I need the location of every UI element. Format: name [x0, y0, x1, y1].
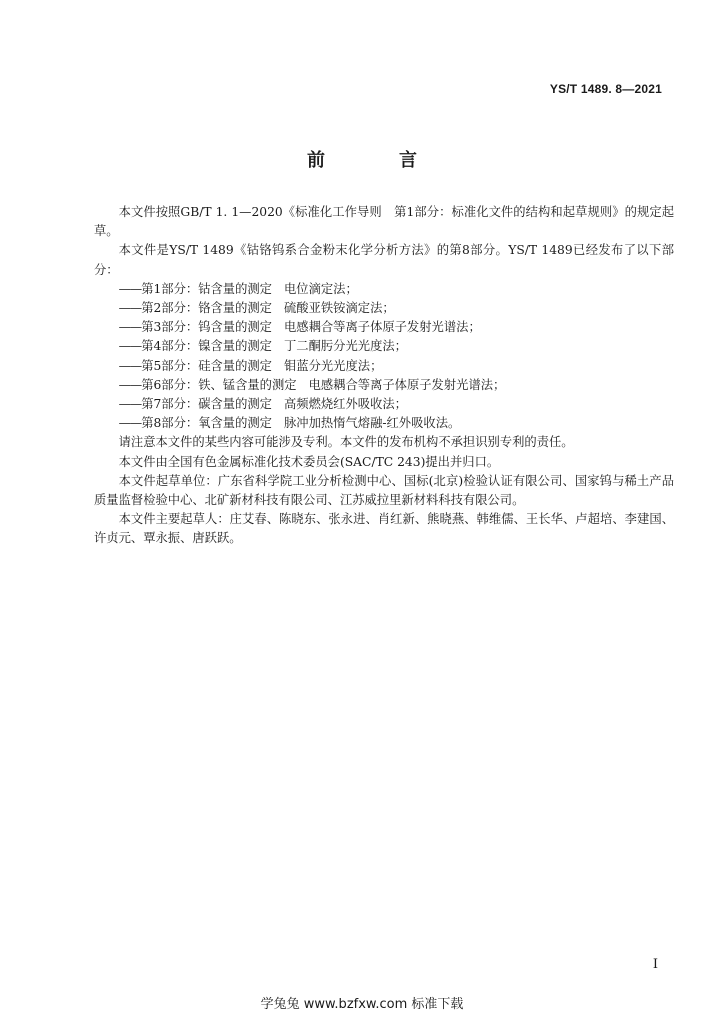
list-dash: ——: [118, 358, 142, 373]
list-item: [94, 376, 674, 395]
paragraph-drafting-units: 本文件起草单位：广东省科学院工业分析检测中心、国标(北京)检验认证有限公司、国家钨与稀土产品质量监督检验中心、北矿新材科技有限公司、江苏威拉里新材料科技有限公司。: [94, 473, 674, 508]
part-method: 电位滴定法；: [283, 281, 358, 296]
list-item: [94, 318, 674, 337]
document-body: [94, 203, 674, 549]
list-item: [94, 395, 674, 414]
part-label: 第8部分：氧含量的测定: [141, 416, 272, 431]
page-title: 前 言: [307, 150, 445, 171]
paragraph-drafters: 本文件主要起草人：庄艾春、陈晓东、张永进、肖红新、熊晓燕、韩维儒、王长华、卢超培、李建国、许贞元、覃永振、唐跃跃。: [94, 512, 674, 546]
part-label: 第2部分：铬含量的测定: [141, 301, 272, 316]
list-dash: ——: [118, 301, 142, 316]
part-method: 丁二酮肟分光光度法；: [283, 339, 407, 354]
paragraph-proposer: 本文件由全国有色金属标准化技术委员会(SAC/TC 243)提出并归口。: [118, 454, 500, 469]
part-label: 第6部分：铁、锰含量的测定: [141, 377, 297, 392]
list-dash: ——: [118, 416, 142, 431]
part-method: 钼蓝分光光度法；: [283, 358, 383, 373]
list-item: [94, 414, 674, 433]
list-dash: ——: [118, 397, 142, 412]
part-method: 高频燃烧红外吸收法；: [283, 397, 407, 412]
list-dash: ——: [118, 281, 142, 296]
list-dash: ——: [118, 377, 142, 392]
list-item: [94, 337, 674, 356]
standard-code: YS/T 1489. 8—2021: [549, 82, 662, 96]
list-dash: ——: [118, 320, 142, 335]
paragraph-drafting-rules: 本文件按照GB/T 1. 1—2020《标准化工作导则 第1部分：标准化文件的结构和起草规则》的规定起草。: [94, 205, 674, 239]
page-number: I: [652, 957, 658, 972]
part-label: 第3部分：钨含量的测定: [141, 320, 272, 335]
part-method: 电感耦合等离子体原子发射光谱法；: [308, 377, 506, 392]
paragraph-patent-notice: 请注意本文件的某些内容可能涉及专利。本文件的发布机构不承担识别专利的责任。: [118, 435, 574, 450]
part-method: 硫酸亚铁铵滴定法；: [283, 301, 395, 316]
parts-list: [94, 280, 674, 434]
part-method: 电感耦合等离子体原子发射光谱法；: [283, 320, 481, 335]
part-label: 第1部分：钴含量的测定: [141, 281, 272, 296]
list-dash: ——: [118, 339, 142, 354]
list-item: [94, 299, 674, 318]
paragraph-series-intro: 本文件是YS/T 1489《钴铬钨系合金粉末化学分析方法》的第8部分。YS/T 1489已经发布了以下部分：: [94, 243, 674, 277]
part-label: 第4部分：镍含量的测定: [141, 339, 272, 354]
footer-watermark: 学兔兔 www.bzfxw.com 标准下载: [260, 997, 464, 1012]
part-method: 脉冲加热惰气熔融-红外吸收法。: [283, 416, 461, 431]
list-item: [94, 357, 674, 376]
list-item: [94, 280, 674, 299]
part-label: 第5部分：硅含量的测定: [141, 358, 272, 373]
part-label: 第7部分：碳含量的测定: [141, 397, 272, 412]
